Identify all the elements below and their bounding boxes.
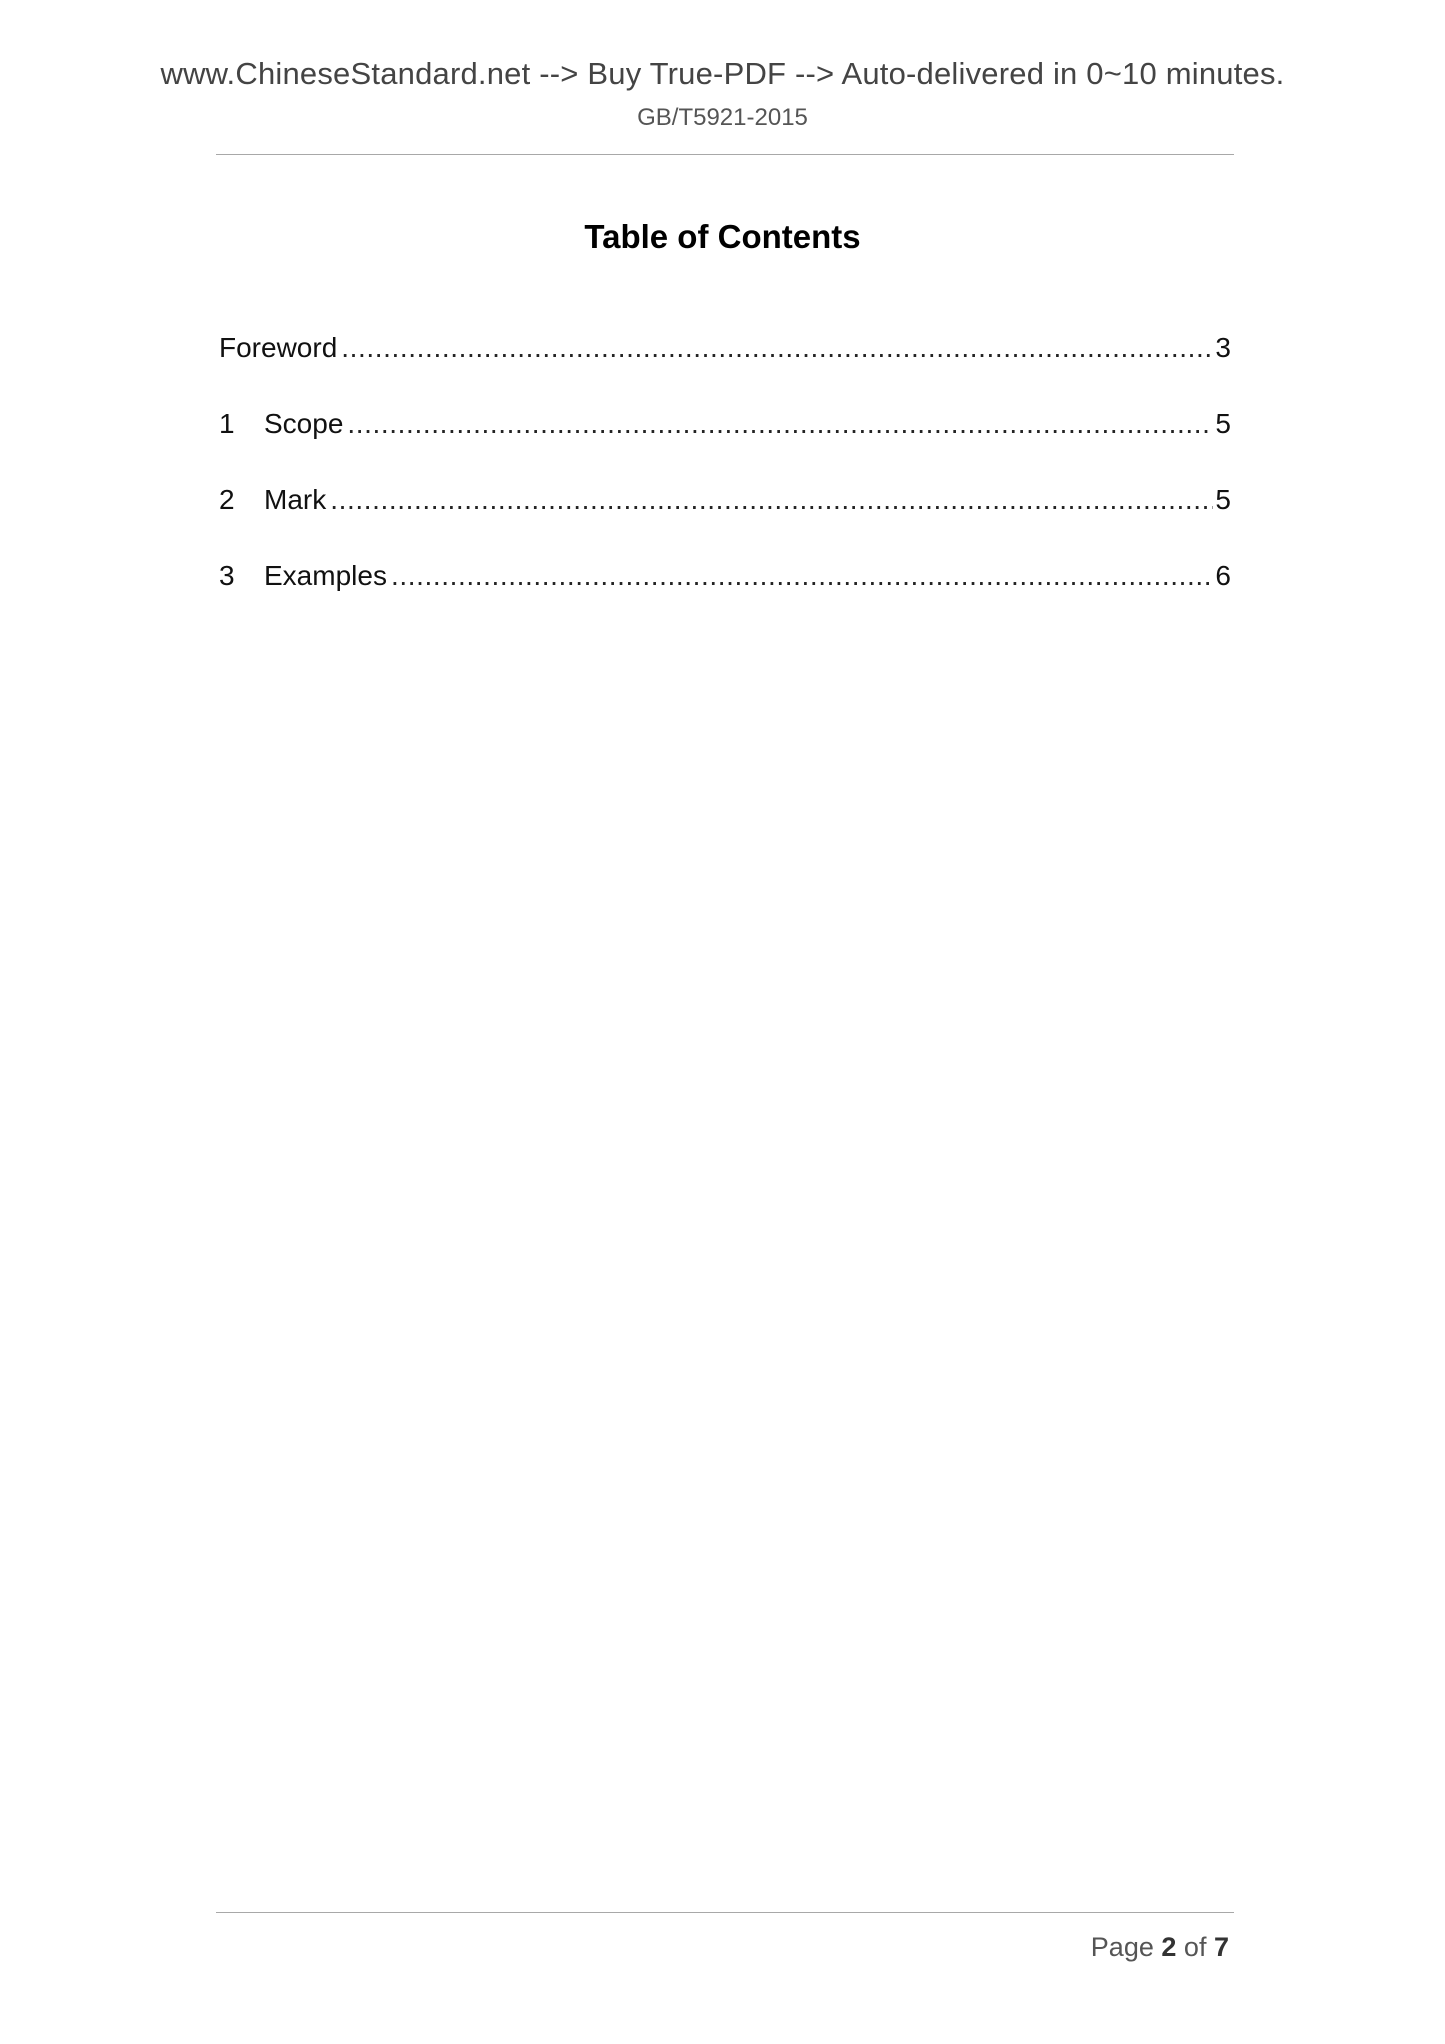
toc-entry-scope[interactable] — [219, 408, 1231, 448]
toc-entry-mark[interactable] — [219, 484, 1231, 524]
toc-entry-number: 2 — [219, 484, 235, 515]
header-rule — [216, 154, 1234, 155]
header-banner: www.ChineseStandard.net --> Buy True-PDF --> Auto-delivered in 0~10 minutes. — [160, 56, 1285, 91]
page-indicator — [1091, 1932, 1229, 1963]
toc-entry-number: 1 — [219, 408, 235, 439]
toc-entry-label: Examples — [264, 560, 387, 591]
toc-entry-page: 5 — [1215, 484, 1231, 515]
toc-entry-number: 3 — [219, 560, 235, 591]
current-page-number: 2 — [1161, 1932, 1177, 1962]
footer-rule — [216, 1912, 1234, 1913]
table-of-contents — [219, 332, 1231, 636]
toc-dot-leader — [341, 332, 1213, 364]
toc-entry-examples[interactable] — [219, 560, 1231, 600]
document-number: GB/T5921-2015 — [637, 104, 808, 131]
toc-dot-leader — [347, 408, 1213, 440]
toc-entry-page: 6 — [1215, 560, 1231, 591]
toc-entry-page: 3 — [1215, 332, 1231, 363]
total-pages-number: 7 — [1213, 1932, 1229, 1962]
toc-title: Table of Contents — [584, 218, 861, 255]
toc-dot-leader — [391, 560, 1213, 592]
toc-entry-label: Foreword — [219, 332, 338, 363]
toc-dot-leader — [330, 484, 1213, 516]
toc-entry-label: Mark — [264, 484, 327, 515]
of-word: of — [1183, 1932, 1207, 1962]
toc-entry-label: Scope — [264, 408, 344, 439]
toc-entry-page: 5 — [1215, 408, 1231, 439]
page-word: Page — [1090, 1932, 1154, 1962]
toc-entry-foreword[interactable] — [219, 332, 1231, 372]
